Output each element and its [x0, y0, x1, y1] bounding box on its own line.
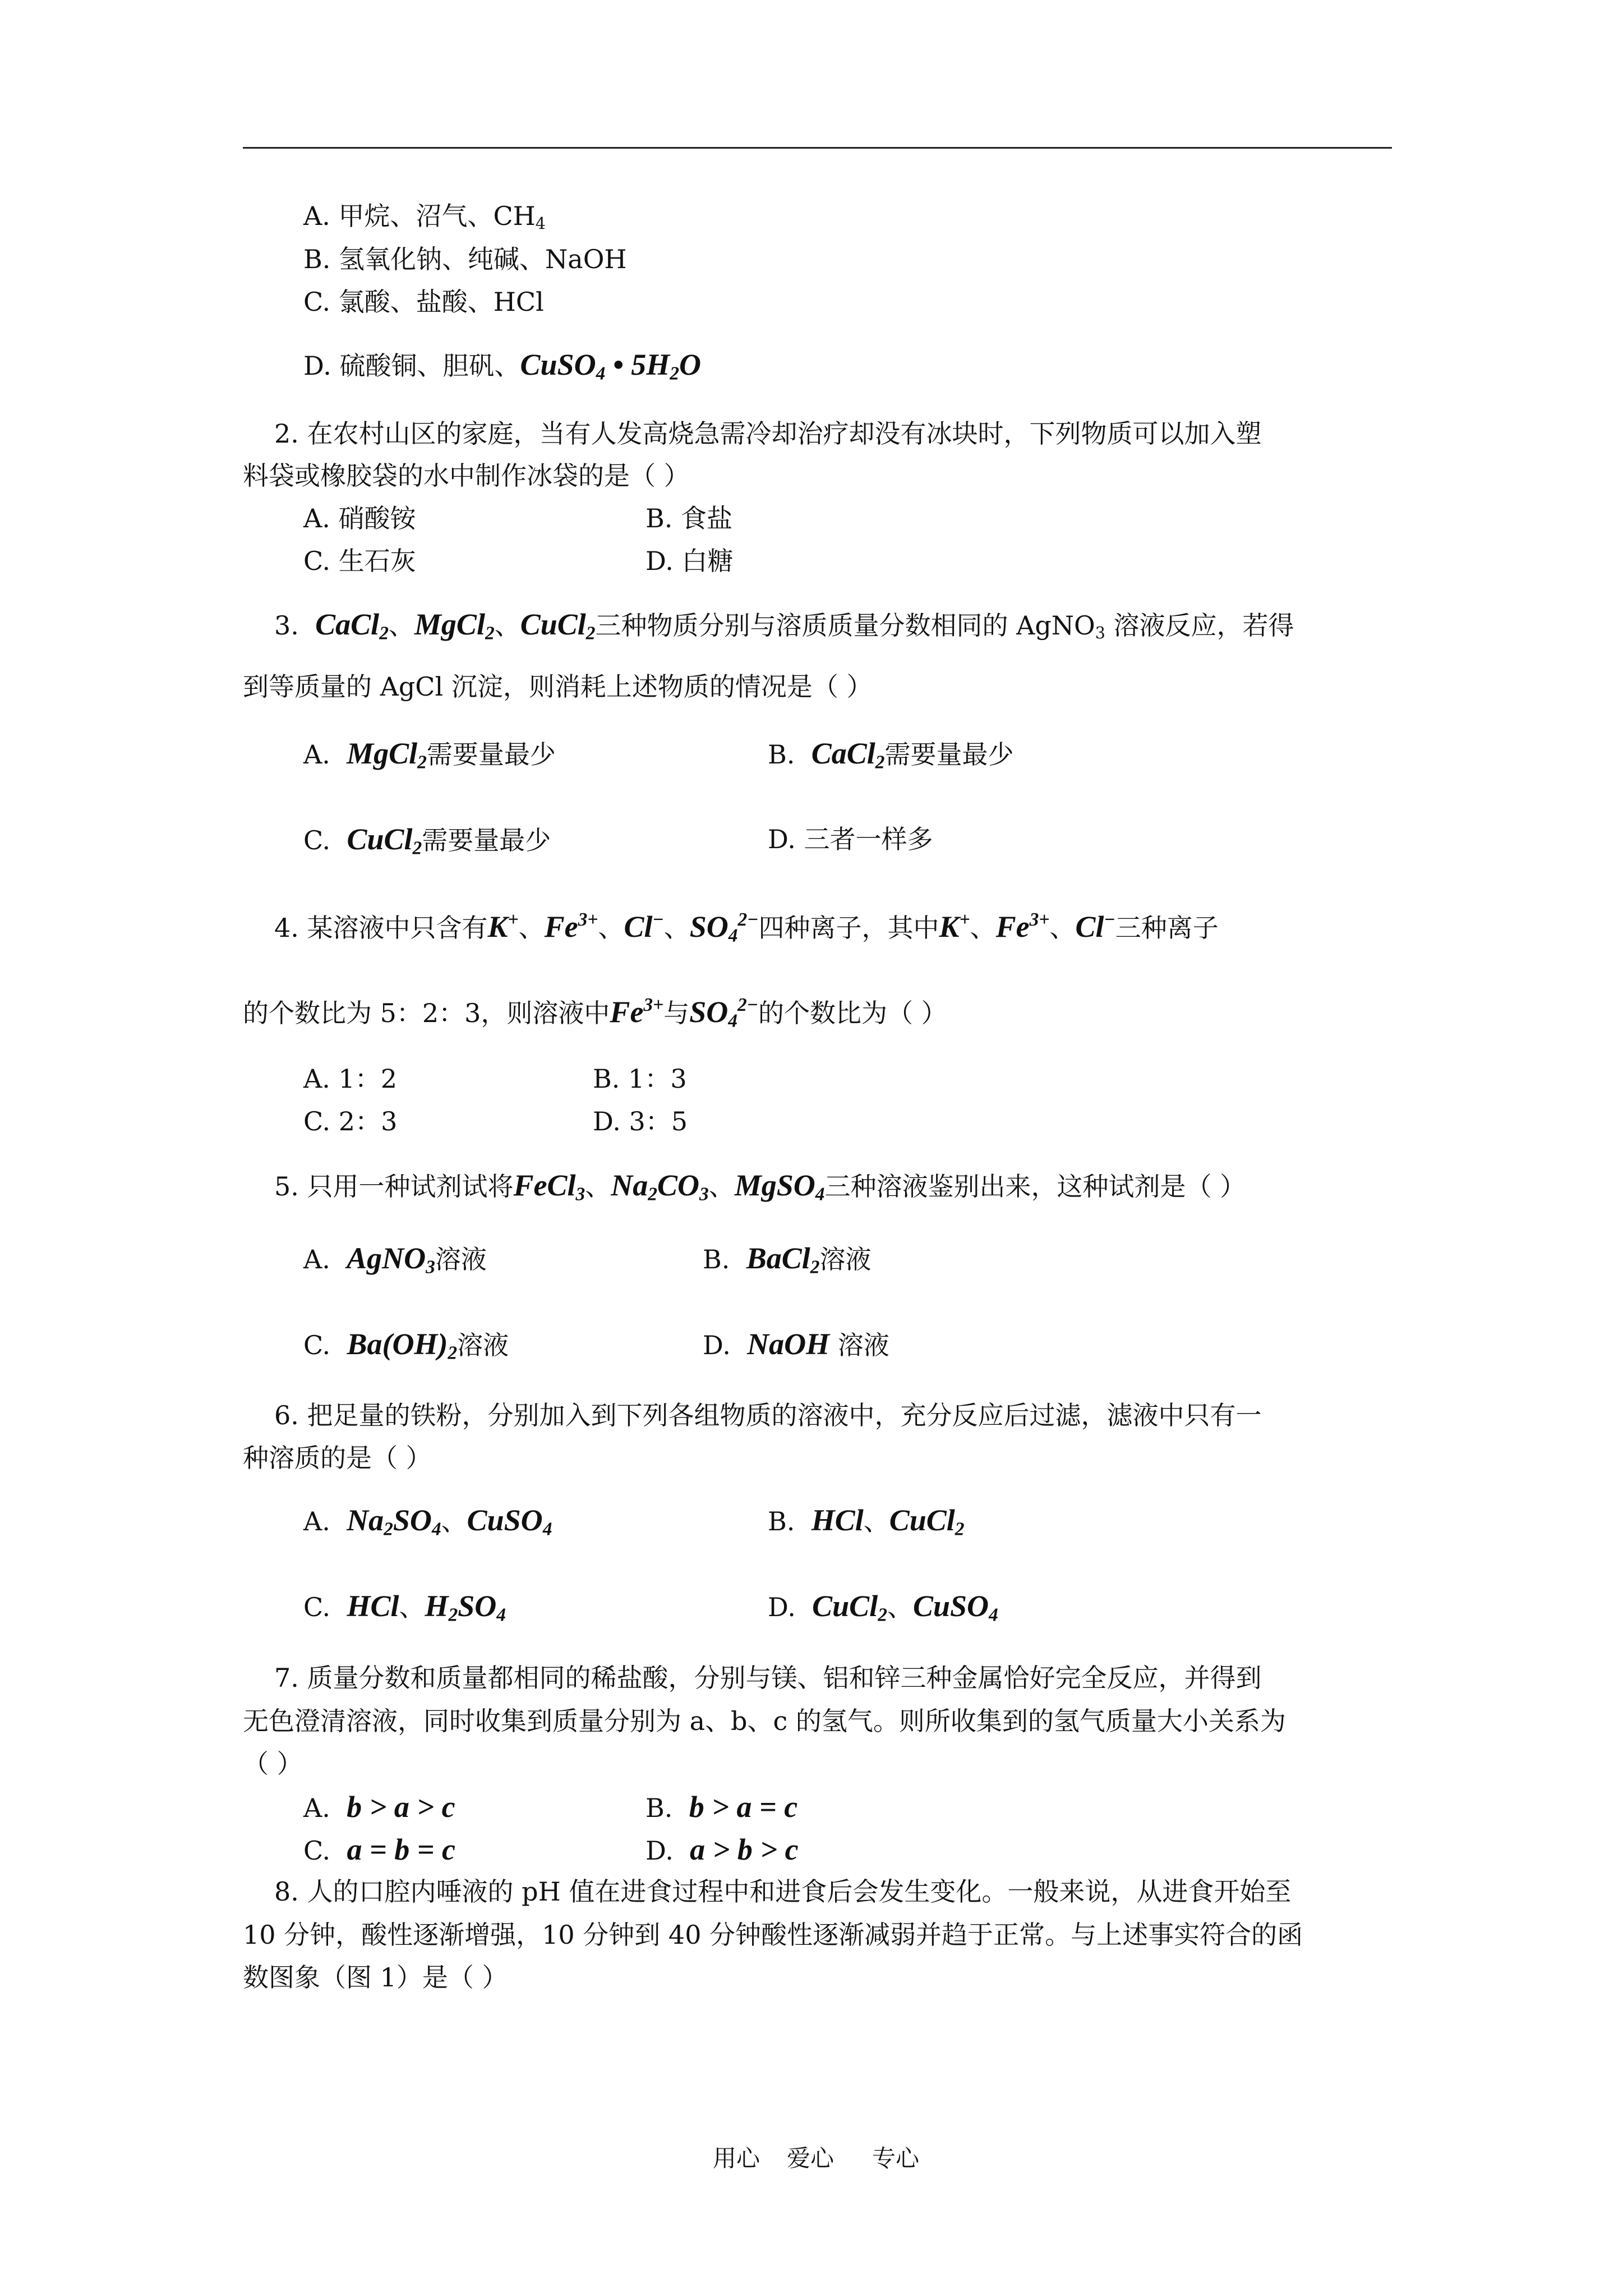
q5-option-c: C. $Ba(OH)_2$溶液 [303, 1327, 509, 1364]
q8-stem-line2: 10 分钟，酸性逐渐增强，10 分钟到 40 分钟酸性逐渐减弱并趋于正常。与上述事实符合的函 [243, 1920, 1303, 1950]
q7-stem-line2: 无色澄清溶液，同时收集到质量分别为 a、b、c 的氢气。则所收集到的氢气质量大小关系为 [243, 1706, 1286, 1736]
q6-option-a: A. $Na_2SO_4$、CuSO$_4$ [303, 1503, 552, 1540]
q4-option-d: D. 3：5 [593, 1106, 688, 1137]
q6-stem-line1: 6. 把足量的铁粉，分别加入到下列各组物质的溶液中，充分反应后过滤，滤液中只有一 [274, 1400, 1262, 1430]
header-rule [243, 147, 1392, 149]
q1-option-b: B. 氢氧化钠、纯碱、NaOH [303, 244, 627, 274]
q6-option-b: B. HCl、CuCl$_2$ [768, 1503, 965, 1540]
footer-text-3: 专心 [872, 2145, 920, 2172]
q7-stem-line1: 7. 质量分数和质量都相同的稀盐酸，分别与镁、铝和锌三种金属恰好完全反应，并得到 [274, 1663, 1262, 1693]
footer-text-2: 爱心 [787, 2145, 834, 2172]
q3-stem-line2: 到等质量的 AgCl 沉淀，则消耗上述物质的情况是（ ） [243, 671, 873, 702]
q1-option-d: D. 硫酸铜、胆矾、CuSO$_4$ • $5H_2O$ [303, 348, 701, 384]
q4-option-a: A. 1：2 [303, 1064, 397, 1094]
q2-stem-line2: 料袋或橡胶袋的水中制作冰袋的是（ ） [243, 461, 690, 491]
q7-option-b: B. b > a = c [645, 1790, 798, 1824]
q2-option-d: D. 白糖 [645, 546, 734, 576]
footer-text-1: 用心 [713, 2145, 760, 2172]
q1-option-c: C. 氯酸、盐酸、HCl [303, 287, 544, 317]
q1-option-a: A. 甲烷、沼气、$CH_4$ [303, 201, 546, 233]
q3-option-d: D. 三者一样多 [768, 824, 933, 854]
q3-option-c: C. CuCl$_2$需要量最少 [303, 822, 551, 859]
q5-option-d: D. NaOH 溶液 [703, 1327, 889, 1361]
q8-stem-line1: 8. 人的口腔内唾液的 pH 值在进食过程中和进食后会发生变化。一般来说，从进食开始至 [274, 1876, 1292, 1907]
q6-stem-line2: 种溶质的是（ ） [243, 1443, 432, 1473]
q3-option-b: B. CaCl$_2$需要量最少 [768, 737, 1014, 773]
q2-option-c: C. 生石灰 [303, 546, 416, 576]
q5-option-b: B. BaCl$_2$溶液 [703, 1241, 872, 1278]
q7-option-c: C. a = b = c [303, 1833, 455, 1866]
q7-option-d: D. a > b > c [645, 1833, 799, 1866]
q4-stem-line2: 的个数比为 5：2：3，则溶液中$Fe^{3+}$与$SO_4^{2-}$的个数比为（ ） [243, 994, 947, 1032]
q6-option-d: D. CuCl$_2$、CuSO$_4$ [768, 1589, 998, 1626]
q7-option-a: A. b > a > c [303, 1790, 455, 1824]
q3-stem-line1: 3. CaCl$_2$、MgCl$_2$、CuCl$_2$三种物质分别与溶质质量分数相同的 AgNO$_3$ 溶液反应，若得 [274, 608, 1294, 644]
q8-stem-line3: 数图象（图 1）是（ ） [243, 1962, 508, 1993]
q5-stem: 5. 只用一种试剂试将FeCl$_3$、$Na_2CO_3$、MgSO$_4$三种溶液鉴别出来，这种试剂是（ ） [274, 1168, 1246, 1205]
q4-stem-line1: 4. 某溶液中只含有K+、$Fe^{3+}$、Cl−、$SO_4^{2-}$四种离子，其中K+、$Fe^{3+}$、Cl−三种离子 [274, 909, 1219, 946]
q2-option-b: B. 食盐 [645, 503, 733, 533]
q5-option-a: A. AgNO$_3$溶液 [303, 1241, 487, 1278]
q4-option-b: B. 1：3 [593, 1064, 687, 1094]
q6-option-c: C. HCl、$H_2SO_4$ [303, 1589, 506, 1626]
q4-option-c: C. 2：3 [303, 1106, 398, 1137]
q2-option-a: A. 硝酸铵 [303, 503, 416, 533]
q3-option-a: A. MgCl$_2$需要量最少 [303, 737, 556, 773]
q2-stem-line1: 2. 在农村山区的家庭，当有人发高烧急需冷却治疗却没有冰块时，下列物质可以加入塑 [274, 418, 1262, 449]
q7-stem-line3: （ ） [243, 1749, 303, 1779]
